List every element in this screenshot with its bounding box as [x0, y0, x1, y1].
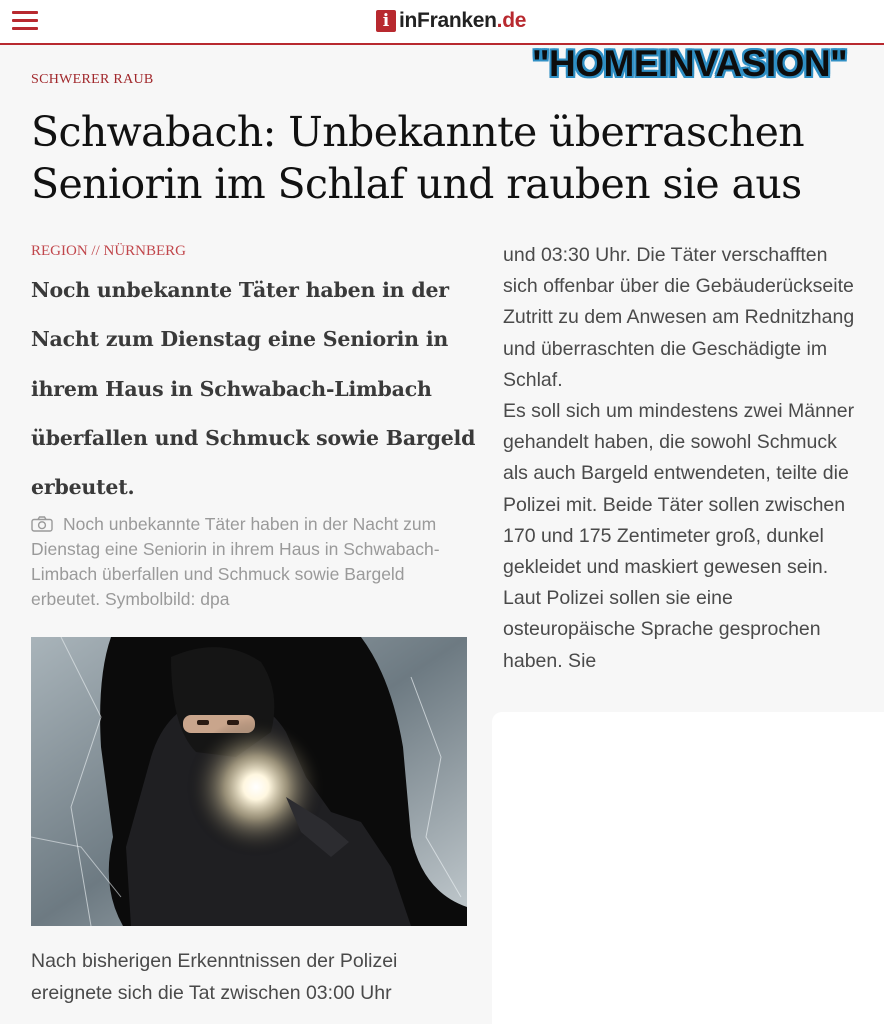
top-bar — [0, 0, 884, 45]
blank-overlay — [492, 712, 884, 1024]
article-kicker: SCHWERER RAUB — [31, 72, 154, 87]
burglar-photo-illustration — [31, 637, 467, 926]
logo-wordmark: inFranken.de — [399, 9, 527, 32]
overlay-stamp: "HOMEINVASION" — [532, 43, 848, 84]
article-body-left: Nach bisherigen Erkenntnissen der Polizei ereignete sich die Tat zwischen 03:00 Uhr — [31, 950, 398, 1004]
site-logo[interactable] — [376, 8, 526, 34]
hamburger-menu-icon[interactable] — [12, 11, 38, 31]
camera-icon — [31, 516, 53, 532]
article-lead: Noch unbekannte Täter haben in der Nacht zum Dienstag eine Seniorin in ihrem Haus in Schwabach-Limbach überfallen und Schmuck sowie Bargeld erbeutet. — [31, 278, 476, 500]
image-caption — [31, 512, 461, 612]
article-title: Schwabach: Unbekannte überraschen Seniorin im Schlaf und rauben sie aus — [31, 108, 805, 208]
body-paragraph: und 03:30 Uhr. Die Täter verschafften sich offenbar über die Gebäuderückseite Zutritt zu dem Anwesen am Rednitzhang und überraschten die Geschädigte im Schlaf. — [503, 244, 855, 391]
logo-mark-icon: i — [376, 10, 396, 32]
breadcrumb[interactable]: REGION // NÜRNBERG — [31, 243, 187, 259]
article-body-right — [503, 240, 863, 677]
article-photo[interactable] — [31, 637, 467, 926]
body-paragraph: Es soll sich um mindestens zwei Männer gehandelt haben, die sowohl Schmuck als auch Bargeld entwendeten, teilte die Polizei mit. Beide Täter sollen zwischen 170 und 175 Zentimeter groß, dunkel gekleidet und maskiert gewesen sein. Laut Polizei sollen sie eine osteuropäische Sprache gesprochen haben. Sie — [503, 400, 855, 672]
caption-text: Noch unbekannte Täter haben in der Nacht zum Dienstag eine Seniorin in ihrem Haus in Schwabach-Limbach überfallen und Schmuck sowie Bargeld erbeutet. Symbolbild: dpa — [31, 514, 440, 609]
